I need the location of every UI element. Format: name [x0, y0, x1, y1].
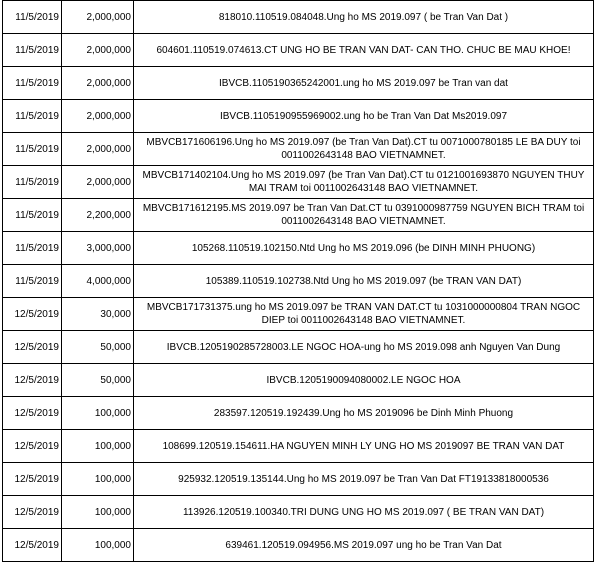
- table-row: [3, 133, 594, 166]
- amount-cell: 50,000: [62, 331, 134, 364]
- table-row: [3, 364, 594, 397]
- date-cell: 11/5/2019: [3, 1, 62, 34]
- date-cell: 12/5/2019: [3, 364, 62, 397]
- amount-cell: 2,000,000: [62, 100, 134, 133]
- amount-cell: 2,000,000: [62, 133, 134, 166]
- date-cell: 11/5/2019: [3, 34, 62, 67]
- donation-table-body: [3, 1, 594, 562]
- date-cell: 11/5/2019: [3, 232, 62, 265]
- donation-table: [2, 0, 594, 562]
- amount-cell: 100,000: [62, 529, 134, 562]
- description-cell: IBVCB.1105190955969002.ung ho be Tran Van Dat Ms2019.097: [134, 100, 594, 133]
- table-row: [3, 1, 594, 34]
- description-cell: IBVCB.1205190094080002.LE NGOC HOA: [134, 364, 594, 397]
- description-cell: 639461.120519.094956.MS 2019.097 ung ho be Tran Van Dat: [134, 529, 594, 562]
- date-cell: 12/5/2019: [3, 529, 62, 562]
- table-row: [3, 298, 594, 331]
- description-cell: 925932.120519.135144.Ung ho MS 2019.097 be Tran Van Dat FT19133818000536: [134, 463, 594, 496]
- amount-cell: 2,000,000: [62, 1, 134, 34]
- date-cell: 12/5/2019: [3, 397, 62, 430]
- description-cell: MBVCB171402104.Ung ho MS 2019.097 (be Tran Van Dat).CT tu 0121001693870 NGUYEN THUY MAI TRAM toi 0011002643148 BAO VIETNAMNET.: [134, 166, 594, 199]
- table-row: [3, 331, 594, 364]
- amount-cell: 100,000: [62, 397, 134, 430]
- table-row: [3, 496, 594, 529]
- description-cell: IBVCB.1105190365242001.ung ho MS 2019.097 be Tran van dat: [134, 67, 594, 100]
- amount-cell: 2,000,000: [62, 34, 134, 67]
- amount-cell: 50,000: [62, 364, 134, 397]
- amount-cell: 100,000: [62, 463, 134, 496]
- table-row: [3, 166, 594, 199]
- date-cell: 11/5/2019: [3, 133, 62, 166]
- date-cell: 11/5/2019: [3, 199, 62, 232]
- table-row: [3, 463, 594, 496]
- table-row: [3, 529, 594, 562]
- table-row: [3, 430, 594, 463]
- date-cell: 12/5/2019: [3, 463, 62, 496]
- description-cell: IBVCB.1205190285728003.LE NGOC HOA-ung ho MS 2019.098 anh Nguyen Van Dung: [134, 331, 594, 364]
- amount-cell: 30,000: [62, 298, 134, 331]
- amount-cell: 2,200,000: [62, 199, 134, 232]
- description-cell: 108699.120519.154611.HA NGUYEN MINH LY UNG HO MS 2019097 BE TRAN VAN DAT: [134, 430, 594, 463]
- amount-cell: 4,000,000: [62, 265, 134, 298]
- date-cell: 12/5/2019: [3, 430, 62, 463]
- description-cell: MBVCB171612195.MS 2019.097 be Tran Van Dat.CT tu 0391000987759 NGUYEN BICH TRAM toi 0011002643148 BAO VIETNAMNET.: [134, 199, 594, 232]
- date-cell: 12/5/2019: [3, 331, 62, 364]
- table-row: [3, 199, 594, 232]
- date-cell: 12/5/2019: [3, 298, 62, 331]
- date-cell: 11/5/2019: [3, 67, 62, 100]
- description-cell: 283597.120519.192439.Ung ho MS 2019096 be Dinh Minh Phuong: [134, 397, 594, 430]
- table-row: [3, 265, 594, 298]
- amount-cell: 100,000: [62, 496, 134, 529]
- amount-cell: 2,000,000: [62, 67, 134, 100]
- table-row: [3, 100, 594, 133]
- date-cell: 11/5/2019: [3, 166, 62, 199]
- description-cell: 604601.110519.074613.CT UNG HO BE TRAN VAN DAT- CAN THO. CHUC BE MAU KHOE!: [134, 34, 594, 67]
- date-cell: 11/5/2019: [3, 265, 62, 298]
- amount-cell: 3,000,000: [62, 232, 134, 265]
- description-cell: 105268.110519.102150.Ntd Ung ho MS 2019.096 (be DINH MINH PHUONG): [134, 232, 594, 265]
- amount-cell: 100,000: [62, 430, 134, 463]
- table-row: [3, 232, 594, 265]
- date-cell: 11/5/2019: [3, 100, 62, 133]
- date-cell: 12/5/2019: [3, 496, 62, 529]
- table-row: [3, 397, 594, 430]
- description-cell: 105389.110519.102738.Ntd Ung ho MS 2019.097 (be TRAN VAN DAT): [134, 265, 594, 298]
- table-row: [3, 34, 594, 67]
- description-cell: 818010.110519.084048.Ung ho MS 2019.097 ( be Tran Van Dat ): [134, 1, 594, 34]
- table-row: [3, 67, 594, 100]
- description-cell: MBVCB171606196.Ung ho MS 2019.097 (be Tran Van Dat).CT tu 0071000780185 LE BA DUY toi 0011002643148 BAO VIETNAMNET.: [134, 133, 594, 166]
- description-cell: 113926.120519.100340.TRI DUNG UNG HO MS 2019.097 ( BE TRAN VAN DAT): [134, 496, 594, 529]
- amount-cell: 2,000,000: [62, 166, 134, 199]
- description-cell: MBVCB171731375.ung ho MS 2019.097 be TRAN VAN DAT.CT tu 1031000000804 TRAN NGOC DIEP toi 0011002643148 BAO VIETNAMNET.: [134, 298, 594, 331]
